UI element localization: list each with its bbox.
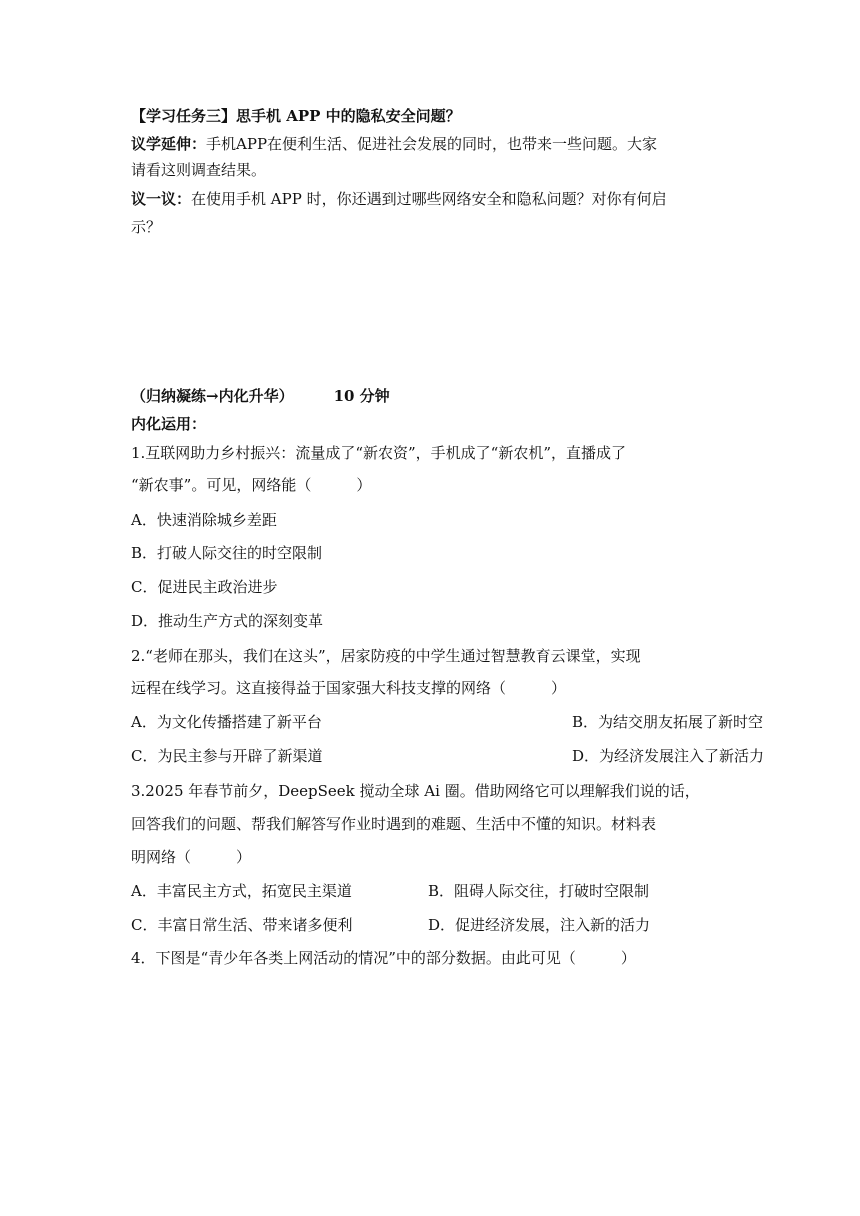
q1-option-d: D．推动生产方式的深刻变革: [131, 612, 324, 630]
q2-option-a: A．为文化传播搭建了新平台: [131, 713, 322, 731]
q2-option-b: B．为结交朋友拓展了新时空: [572, 713, 764, 731]
q1-option-c: C．促进民主政治进步: [131, 578, 278, 596]
extend-label: 议学延伸：: [131, 135, 207, 153]
q3-option-a: A．丰富民主方式，拓宽民主渠道: [131, 882, 352, 900]
q1-stem-2: “新农事”。可见，网络能（ ）: [131, 476, 372, 494]
q3-stem-1: 3.2025 年春节前夕，DeepSeek 搅动全球 Ai 圈。借助网络它可以理解我们说的话，: [131, 782, 700, 800]
q3-option-d: D．促进经济发展，注入新的活力: [428, 916, 651, 934]
section-duration: 10 分钟: [333, 387, 390, 405]
q2-option-d: D．为经济发展注入了新活力: [572, 747, 765, 765]
discuss-line-1: [131, 189, 667, 209]
q4-stem-1: 4．下图是“青少年各类上网活动的情况”中的部分数据。由此可见（ ）: [131, 949, 636, 967]
extend-text-2: 请看这则调查结果。: [131, 161, 267, 179]
q2-options-row-1: [131, 712, 764, 732]
q1-stem-1: 1.互联网助力乡村振兴：流量成了“新农资”，手机成了“新农机”，直播成了: [131, 444, 626, 462]
extend-line-1: [131, 134, 657, 154]
task3-title: 【学习任务三】思手机 APP 中的隐私安全问题？: [131, 107, 461, 125]
section-heading: （归纳凝练→内化升华）: [131, 387, 294, 405]
q3-stem-3: 明网络（ ）: [131, 848, 252, 866]
discuss-text-1: 在使用手机 APP 时，你还遇到过哪些网络安全和隐私问题？对你有何启: [191, 190, 667, 208]
q3-option-c: C．丰富日常生活、带来诸多便利: [131, 916, 353, 934]
q2-stem-2: 远程在线学习。这直接得益于国家强大科技支撑的网络（ ）: [131, 679, 567, 697]
q3-options-row-2: [131, 915, 651, 935]
q2-stem-1: 2.“老师在那头，我们在这头”，居家防疫的中学生通过智慧教育云课堂，实现: [131, 647, 641, 665]
discuss-text-2: 示？: [131, 218, 162, 236]
q3-option-b: B．阻碍人际交往，打破时空限制: [428, 882, 650, 900]
q2-options-row-2: [131, 746, 765, 766]
section-heading-line: [131, 386, 390, 406]
discuss-label: 议一议：: [131, 190, 192, 208]
q1-option-b: B．打破人际交往的时空限制: [131, 544, 323, 562]
apply-label: 内化运用：: [131, 415, 207, 433]
extend-text-1: 手机APP在便利生活、促进社会发展的同时，也带来一些问题。大家: [206, 135, 658, 153]
q2-option-c: C．为民主参与开辟了新渠道: [131, 747, 323, 765]
q3-stem-2: 回答我们的问题、帮我们解答写作业时遇到的难题、生活中不懂的知识。材料表: [131, 815, 657, 833]
q1-option-a: A．快速消除城乡差距: [131, 511, 277, 529]
q3-options-row-1: [131, 881, 650, 901]
